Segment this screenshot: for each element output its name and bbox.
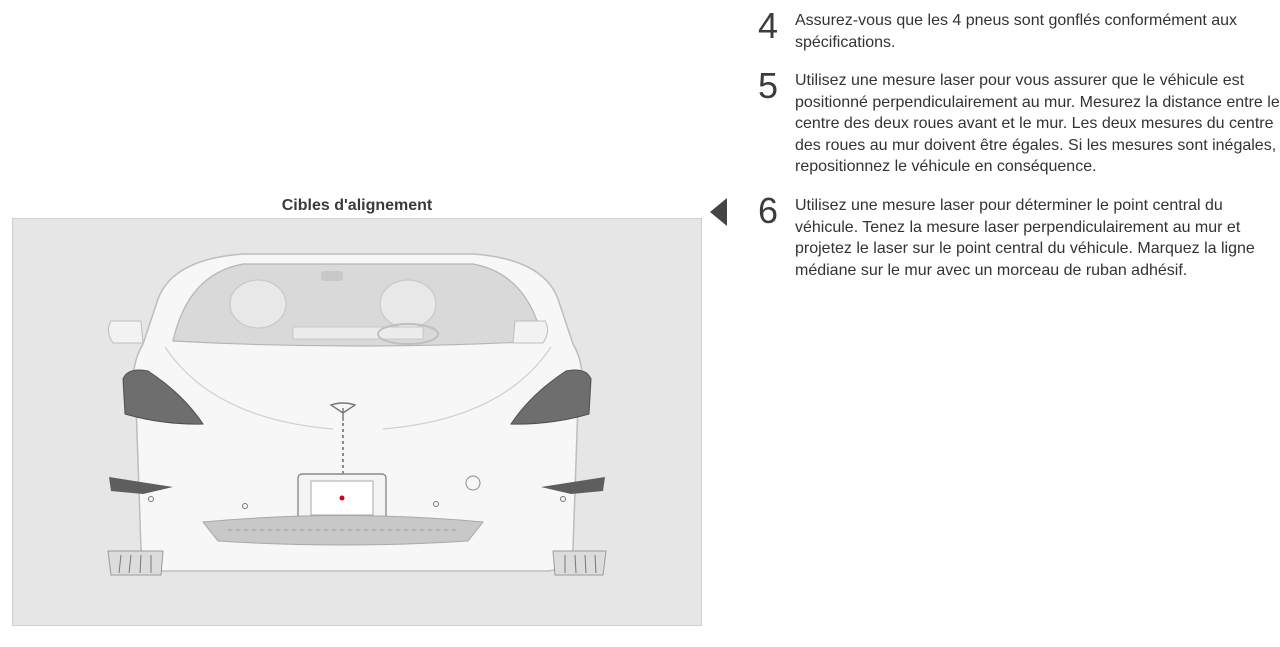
step-text: Utilisez une mesure laser pour vous assurer que le véhicule est positionné perpendiculairement au mur. Mesurez la distance entre le centre des deux roues avant et le mur. Les deux mesures du centre des roues au mur doivent être égales. Si les mesures sont inégales, repositionnez le véhicule en conséquence. xyxy=(795,72,1280,176)
step-text: Utilisez une mesure laser pour déterminer le point central du véhicule. Tenez la mesure laser perpendiculairement au mur et projetez le laser sur le point central du véhicule. Marquez la ligne médiane sur le mur avec un morceau de ruban adhésif. xyxy=(795,197,1255,279)
step-number: 4 xyxy=(757,5,779,46)
car-front-view-icon xyxy=(13,219,701,625)
figure-illustration xyxy=(12,218,702,626)
step-number: 5 xyxy=(757,65,779,106)
figure-caption: Cibles d'alignement xyxy=(281,197,433,214)
current-step-pointer-icon xyxy=(710,198,727,226)
step-number: 6 xyxy=(757,190,779,231)
step-text: Assurez-vous que les 4 pneus sont gonflés conformément aux spécifications. xyxy=(795,12,1238,51)
